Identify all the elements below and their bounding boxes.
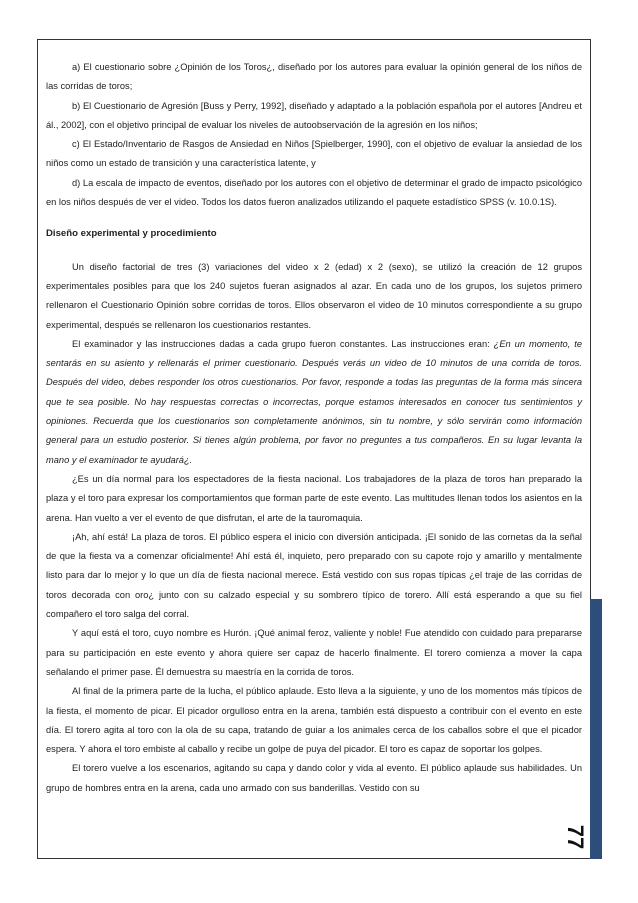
paragraph-b: b) El Cuestionario de Agresión [Buss y Perry, 1992], diseñado y adaptado a la población española por el autores [Andreu et ál., 2002], con el objetivo principal de evaluar los niveles de autoobservación de la agresión en los niños; [46,100,582,130]
paragraph-d: d) La escala de impacto de eventos, diseñado por los autores con el objetivo de determinar el grado de impacto psicológico en los niños después de ver el video. Todos los datos fueron analizados utilizando el paquete estadístico SPSS (v. 10.0.1S). [46,177,582,208]
section-heading: Diseño experimental y procedimiento [46,228,217,240]
paragraph-instructions [46,335,582,470]
page-sidebar-light [590,39,602,599]
paragraph-design: Un diseño factorial de tres (3) variaciones del video x 2 (edad) x 2 (sexo), se utilizó la creación de 12 grupos experimentales posibles para que los 240 sujetos fueran asignados al azar. En cada uno de los grupos, los sujetos primero rellenaron el Cuestionario Opinión sobre corridas de toros. Ellos observaron el video de 10 minutos correspondiente a su grupo experimental, después se rellenaron los cuestionarios restantes. [46,261,582,330]
paragraph-c: c) El Estado/Inventario de Rasgos de Ansiedad en Niños [Spielberger, 1990], con el objetivo de evaluar la ansiedad de los niños como un estado de transición y una característica latente, y [46,139,582,169]
paragraph-narration-1: ¿Es un día normal para los espectadores de la fiesta nacional. Los trabajadores de la plaza de toros han preparado la plaza y el toro para expresar los comportamientos que forman parte de este evento. Las multitudes llenan todos los asientos en la arena. Han vuelto a ver el evento de que disfrutan, el arte de la tauromaquia. [46,473,582,523]
paragraph-narration-4: Al final de la primera parte de la lucha, el público aplaude. Esto lleva a la siguiente, y uno de los momentos más típicos de la fiesta, el momento de picar. El picador orgulloso entra en la arena, también está dispuesto a contribuir con el evento en este día. El torero agita al toro con la ola de su capa, tratando de guiar a los animales cerca de los caballos sobre el que el picador espera. Y ahora el toro embiste al caballo y recibe un golpe de puya del picador. El toro es capaz de soportar los golpes. [46,686,582,755]
page-number: 77 [563,824,589,850]
instructions-intro: El examinador y las instrucciones dadas a cada grupo fueron constantes. Las instrucciones eran: [72,338,494,349]
paragraph-narration-5: El torero vuelve a los escenarios, agitando su capa y dando color y vida al evento. El público aplaude sus habilidades. Un grupo de hombres entra en la arena, cada uno armado con sus banderillas. Vestido con su [46,763,582,793]
paragraph-narration-3: Y aquí está el toro, cuyo nombre es Hurón. ¡Qué animal feroz, valiente y noble! Fue atendido con cuidado para prepararse para su participación en este evento y ahora quiere ser capaz de hacerlo finalmente. El torero comienza a mover la capa señalando el primer pase. Él demuestra su maestría en la corrida de toros. [46,628,582,677]
paragraph-a: a) El cuestionario sobre ¿Opinión de los Toros¿, diseñado por los autores para evaluar la opinión general de los niños de las corridas de toros; [46,62,582,92]
document-body [46,58,582,798]
paragraph-narration-2: ¡Ah, ahí está! La plaza de toros. El público espera el inicio con diversión anticipada. ¡El sonido de las cornetas da la señal de que la fiesta va a comenzar oficialmente! Ahí está él, inquieto, pero preparado con su capote rojo y amarillo y mentalmente listo para dar lo mejor y lo que un día de fiesta nacional merece. Está vestido con sus ropas típicas ¿el traje de las corridas de toros decorada con oro¿ junto con su calzado especial y su sombrero típico de torero. Allí está esperando a que su fiel compañero el toro salga del corral. [46,531,582,620]
instructions-quote: ¿En un momento, te sentarás en su asiento y rellenarás el primer cuestionario. Después verás un video de 10 minutos de una corrida de toros. Después del video, debes responder los otros cuestionarios. Por favor, responde a todas las preguntas de la forma más sincera que te sea posible. No hay respuestas correctas o incorrectas, porque estamos interesados en conocer tus sentimientos y opiniones. Recuerda que los cuestionarios son completamente anónimos, sin tu nombre, y sólo servirán como información general para un estudio posterior. Si tienes algún problema, por favor no preguntes a tus compañeros. En su lugar levanta la mano y el examinador te ayudará¿. [46,338,582,465]
